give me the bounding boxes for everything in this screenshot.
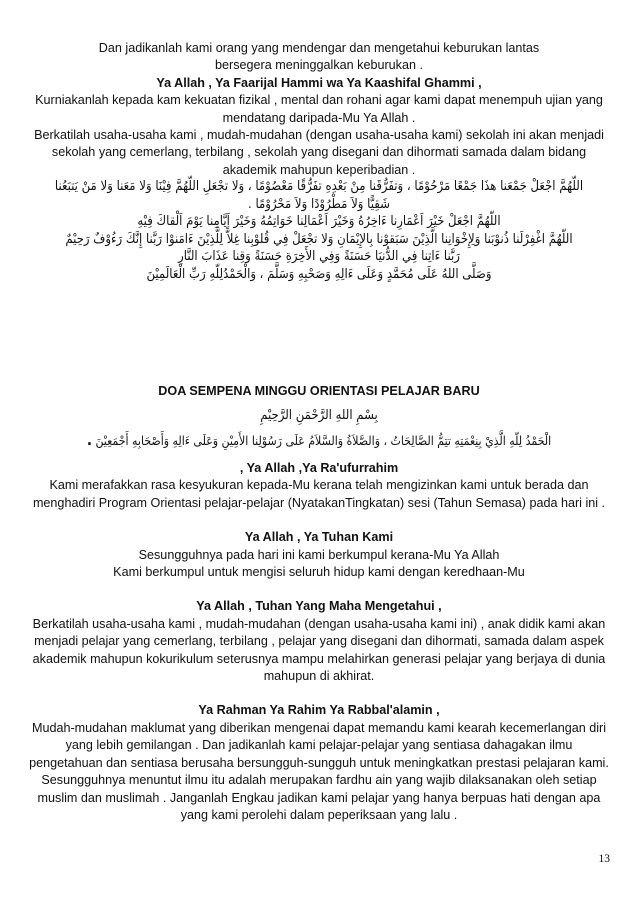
arabic-line: اللّهُمَّ اغْفِرْلَنا ذُنوْبَنا وَلِإِخْوَانِنا الَّذِيْنَ سَبَقوْنا بِالإِيْمَانِ وَلا تجْعَلْ فِي قُلوْبِنا غِلاًّ لِلَّذِيْنَ ءَامَنوْا رَبَّنا إِنَّكَ رَءُوْفٌ رَحِيْمٌ [65, 231, 573, 247]
basmalah: بِسْمِ اللهِ الرَّحْمَنِ الرَّحِيْمِ [260, 408, 378, 423]
paragraph-berkumpul-2: Kami berkumpul untuk mengisi seluruh hidup kami dengan keredhaan-Mu [113, 565, 525, 580]
arabic-doa-block [28, 178, 610, 283]
doa-title-block [36, 383, 602, 400]
opening-arabic-dot: . [86, 431, 92, 449]
paragraph-mudah-mudahan: Mudah-mudahan maklumat yang diberikan mengenai dapat memandu kami kearah kecemerlangan diri yang lebih gemilangan . Dan jadikanlah kami pelajar-pelajar yang sentiasa dahagakan ilmu pengetahuan dan sentiasa berusaha bersungguh-sungguh untuk meningkatkan prestasi pelajaran kami. Sesungguhnya menuntut ilmu itu adalah merupakan fardhu ain yang wajib dilaksanakan oleh setiap muslim dan muslimah . Janganlah Engkau jadikan kami pelajar yang hanya berpuas hati dengan apa yang kami perolehi dalam peperiksaan yang lalu . [29, 720, 609, 822]
doa-title: DOA SEMPENA MINGGU ORIENTASI PELAJAR BARU [158, 384, 480, 398]
paragraph-berkumpul-1: Sesungguhnya pada hari ini kami berkumpul kerana-Mu Ya Allah [138, 547, 500, 562]
opening-arabic-block [28, 432, 610, 451]
heading-raufurrahim: , Ya Allah ,Ya Ra'ufurrahim [239, 461, 399, 475]
arabic-line: اللّهُمَّ اجْعَلْ جَمْعَنا هذَا جَمْعًا مَرْحُوْمًا ، وَتفَرُّقَنا مِنْ بَعْدِهِ تفَرُّقًا مَعْصُوْمًا ، وَلا تجْعَلِ اللّهُمَّ فِيْنَا وَلا مَعَنا وَلا مَنْ يَتبَعُنا [54, 179, 584, 194]
heading-maha-mengetahui: Ya Allah , Tuhan Yang Maha Mengetahui , [196, 599, 442, 614]
heading-rabbalalamin: Ya Rahman Ya Rahim Ya Rabbal'alamin , [198, 703, 440, 718]
paragraph-merafakkan: Kami merafakkan rasa kesyukuran kepada-Mu kerana telah mengizinkan kami untuk berada dan menghadiri Program Orientasi pelajar-pelajar (NyatakanTingkatan) sesi (Tahun Semasa) pada hari ini . [32, 478, 606, 510]
arabic-line: رَبَّنا ءَاتِنا فِي الدُّنيَا حَسَنَةً وَفِي الأَخِرَةِ حَسَنَةً وَقِنا عَذَابَ النَّارِ [178, 249, 460, 264]
paragraph-meninggalkan: Dan jadikanlah kami orang yang mendengar dan mengetahui keburukan lantas bersegera meninggalkan keburukan . [98, 41, 540, 73]
heading-faarijal: Ya Allah , Ya Faarijal Hammi wa Ya Kaashifal Ghammi , [156, 75, 482, 90]
arabic-line: شَقِيًّا وَلاَ مَطْرُوْدًا وَلاَ مَحْرُوْمًا . [248, 196, 390, 212]
paragraph-kurniakanlah: Kurniakanlah kepada kam kekuatan fizikal , mental dan rohani agar kami dapat menempuh ujian yang mendatang daripada-Mu Ya Allah . [35, 93, 603, 125]
arabic-line: اللّهُمَّ اجْعَلْ خَيْرَ اَعْمَارِنا ءَاخِرُهُ وَخَيْرَ اَعْمَالِنا خَوَاتِمُهُ وَخَيْرَ اَيَّامِنا يَوْمَ اَلْقاكَ فِيْهِ [137, 214, 501, 229]
opening-arabic-line [28, 432, 610, 451]
paragraph-berkatilah-sekolah: Berkatilah usaha-usaha kami , mudah-mudahan (dengan usaha-usaha kami) sekolah ini akan menjadi sekolah yang cemerlang, terbilang , sekolah yang disegani dan dihormati samada dalam bidang akademik mahupun keperibadian . [34, 128, 604, 177]
heading-tuhan-kami: Ya Allah , Ya Tuhan Kami [244, 530, 394, 545]
arabic-line: وَصَلَّى اللهُ عَلَى مُحَمَّدٍ وَعَلَى ءَالِهِ وَصَحْبِهِ وَسَلَّمَ ، وَالْحَمْدُلِلّهِ رَبِّ الْعَالَمِيْنَ [146, 266, 492, 282]
opening-arabic: الْحَمْدُ لِلّهِ الَّذِيْ بِنِعْمَتِهِ تتِمُّ الصَّالِحَاتُ ، وَالصَّلاَةُ وَالسَّلاَمُ عَلَى رَسُوْلِنا الأَمِيْنِ وَعَلَى ءَالِهِ وَأَصْحَابِهِ أَجْمَعِيْنَ [95, 434, 552, 448]
doa-body [29, 460, 609, 824]
paragraph-berkatilah-anak-didik: Berkatilah usaha-usaha kami , mudah-mudahan (dengan usaha-usaha kami ini) , anak didik kami akan menjadi pelajar yang cemerlang, terbilang , pelajar yang disegani dan dihormati, samada dalam aspek akademik mahupun kokurikulum seterusnya mampu melahirkan generasi pelajar yang berjaya di dunia mahupun di akhirat. [32, 616, 606, 684]
page-number: 13 [598, 853, 610, 865]
basmalah-block [36, 407, 602, 425]
top-section [36, 40, 602, 179]
